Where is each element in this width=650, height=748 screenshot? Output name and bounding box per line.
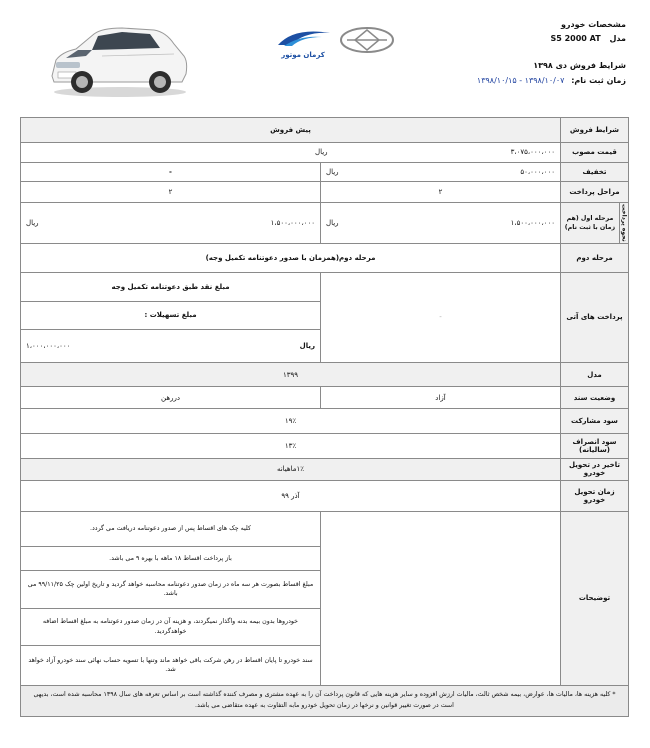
row-future-payments-1 xyxy=(21,272,629,301)
first-stage-right-currency: ریال xyxy=(326,218,339,227)
first-stage-left-currency: ریال xyxy=(26,218,39,227)
row-conditions xyxy=(21,118,629,143)
discount-label: تخفیف xyxy=(561,162,629,182)
future-facility-text: مبلغ تسهیلات : xyxy=(21,301,321,329)
discount-right-currency: ریال xyxy=(326,168,339,177)
partnership-label: سود مشارکت xyxy=(561,409,629,434)
approved-price-label: قیمت مصوب xyxy=(561,142,629,162)
row-delay xyxy=(21,458,629,480)
kerman-motor-wordmark: کرمان موتور xyxy=(281,51,325,59)
stages-left-value: ۲ xyxy=(21,182,321,203)
future-amount-value: ۱،۰۰۰،۰۰۰،۰۰۰ xyxy=(26,342,71,351)
document-right-value: آزاد xyxy=(321,387,561,409)
registration-dates: ۱۳۹۸/۱۰/۰۷ - ۱۳۹۸/۱۰/۱۵ xyxy=(476,76,565,85)
future-right-value: - xyxy=(321,272,561,362)
note-item: باز پرداخت اقساط ۱۸ ماهه با بهره ۹ می باشد. xyxy=(21,547,321,571)
row-partnership xyxy=(21,409,629,434)
row-discount xyxy=(21,162,629,182)
model-value: S5 2000 AT xyxy=(550,34,601,43)
approved-price-currency: ریال xyxy=(315,148,328,157)
row-document xyxy=(21,387,629,409)
forfeit-label: سود انصراف (سالیانه) xyxy=(561,433,629,458)
delay-label: تاخیر در تحویل خودرو xyxy=(561,458,629,480)
presale-title: پیش فروش xyxy=(21,118,561,143)
first-stage-left-cell xyxy=(21,203,321,243)
delivery-value: آذر ۹۹ xyxy=(21,480,561,511)
row-second-stage xyxy=(21,243,629,272)
stages-label: مراحل پرداخت xyxy=(561,182,629,203)
car-image xyxy=(42,16,192,100)
note-item: کلیه چک های اقساط پس از صدور دعوتنامه دریافت می گردد. xyxy=(21,511,321,546)
second-stage-label: مرحله دوم xyxy=(561,243,629,272)
model-label: مدل xyxy=(609,34,626,43)
row-delivery xyxy=(21,480,629,511)
discount-right-value: ۵۰،۰۰۰،۰۰۰ xyxy=(520,168,555,177)
model-row-value: ۱۳۹۹ xyxy=(21,363,561,387)
notes-label: توضیحات xyxy=(561,511,629,685)
future-amount-currency: ریال xyxy=(299,342,315,351)
future-payments-label: پرداخت های آتی xyxy=(561,272,629,362)
approved-price-cell xyxy=(21,142,561,162)
note-item: خودروها بدون بیمه بدنه واگذار نمیگردند، و هزینه آن در زمان صدور دعوتنامه به مبلغ اقساط اضافه خواهدگردید. xyxy=(21,608,321,645)
document-label: وضعیت سند xyxy=(561,387,629,409)
row-model xyxy=(21,363,629,387)
second-stage-value: مرحله دوم(همزمان با صدور دعوتنامه تکمیل وجه) xyxy=(21,243,561,272)
kerman-motor-logo xyxy=(272,27,334,61)
row-footer xyxy=(21,685,629,716)
row-forfeit xyxy=(21,433,629,458)
future-cash-text: مبلغ نقد طبق دعوتنامه تکمیل وجه xyxy=(21,272,321,301)
footer-disclaimer: * کلیه هزینه ها، مالیات ها، عوارض، بیمه شخص ثالث، مالیات ارزش افزوده و سایر هزینه هایی که قانون پرداخت آن را به عهده مشتری و مصرف کننده گذاشته است بر اساس تعرفه های سال ۱۳۹۸ محاسبه شده است، بدیهی است در صورت تغییر قوانین و نرخها در زمان تحویل خودرو مابه التفاوت به عهده متقاضی می باشد. xyxy=(21,685,629,716)
sale-conditions-table xyxy=(20,117,629,717)
jac-logo xyxy=(339,26,395,54)
stages-right-value: ۲ xyxy=(321,182,561,203)
first-stage-left-value: ۱،۵۰۰،۰۰۰،۰۰۰ xyxy=(270,218,315,227)
registration-label: زمان ثبت نام: xyxy=(571,76,626,85)
model-line xyxy=(550,34,626,43)
row-stages xyxy=(21,182,629,203)
specs-title: مشخصات خودرو xyxy=(560,20,626,29)
row-notes-1 xyxy=(21,511,629,546)
partnership-value: ۱۹٪ xyxy=(21,409,561,434)
document-left-value: دررهن xyxy=(21,387,321,409)
approved-price-value: ۳،۰۷۵،۰۰۰،۰۰۰ xyxy=(510,148,555,157)
first-stage-label: مرحله اول (هم زمان با ثبت نام) xyxy=(561,203,620,243)
payment-method-label: نحوه پرداخت xyxy=(620,204,628,242)
first-stage-right-value: ۱،۵۰۰،۰۰۰،۰۰۰ xyxy=(510,218,555,227)
discount-left-value: - xyxy=(21,162,321,182)
registration-line xyxy=(477,76,626,85)
conditions-label: شرایط فروش xyxy=(561,118,629,143)
discount-right-cell xyxy=(321,162,561,182)
future-amount-cell xyxy=(21,329,321,362)
sale-title: شرایط فروش دی ۱۳۹۸ xyxy=(533,61,626,70)
row-approved-price xyxy=(21,142,629,162)
first-stage-right-cell xyxy=(321,203,561,243)
note-item: سند خودرو تا پایان اقساط در رهن شرکت باقی خواهد ماند وتنها با تسویه حساب نهائی سند خودرو آزاد خواهد شد. xyxy=(21,646,321,686)
forfeit-value: ۱۳٪ xyxy=(21,433,561,458)
notes-right-empty xyxy=(321,511,561,685)
delay-value: ۱٪ماهیانه xyxy=(21,458,561,480)
model-row-label: مدل xyxy=(561,363,629,387)
note-item: مبلغ اقساط بصورت هر سه ماه در زمان صدور دعوتنامه محاسبه خواهد گردید و تاریخ اولین چک ۹۹/۱۱/۲۵ می باشد. xyxy=(21,571,321,608)
delivery-label: زمان تحویل خودرو xyxy=(561,480,629,511)
row-first-stage xyxy=(21,203,629,243)
